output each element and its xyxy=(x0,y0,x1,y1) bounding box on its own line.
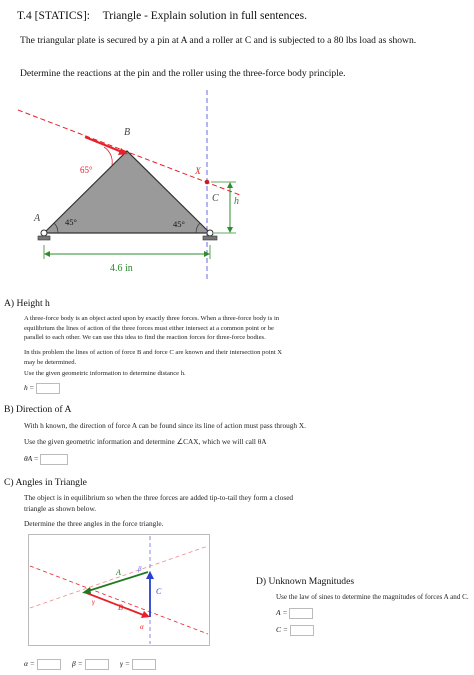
section-a-paragraph-2: In this problem the lines of action of force B and force C are known and their intersection point X may be determined. xyxy=(24,349,282,366)
gamma-label: γ xyxy=(92,598,95,606)
alpha-field-row xyxy=(24,659,61,670)
plate-figure xyxy=(0,85,474,285)
beta-input[interactable] xyxy=(85,659,109,670)
point-b-label: B xyxy=(124,127,131,138)
gamma-field-row xyxy=(120,659,156,670)
angle-45-left-label: 45° xyxy=(65,217,77,227)
point-x-label: X xyxy=(195,167,201,177)
force-triangle-frame xyxy=(29,535,210,646)
section-b-paragraph-1: With h known, the direction of force A can be found since its line of action must pass through X. xyxy=(24,421,306,430)
theta-field-label: θA xyxy=(24,454,33,464)
load-arrow xyxy=(85,137,122,152)
point-x-marker xyxy=(205,180,210,185)
magnitude-c-label: C = xyxy=(276,625,288,635)
section-d-paragraph-1: Use the law of sines to determine the magnitudes of forces A and C. xyxy=(276,593,469,601)
section-a-heading: A) Height h xyxy=(4,298,50,309)
h-field-row xyxy=(24,383,60,394)
beta-field-row xyxy=(72,659,109,670)
force-c-label: C xyxy=(156,587,162,596)
point-c-label: C xyxy=(212,193,219,204)
alpha-field-label: α = xyxy=(24,659,35,669)
section-c-paragraph-2: Determine the three angles in the force triangle. xyxy=(24,519,164,528)
section-b-heading: B) Direction of A xyxy=(4,404,72,415)
force-b-label: B xyxy=(118,603,123,612)
section-b-paragraph-2: Use the given geometric information and determine ∠CAX, which we will call θA xyxy=(24,437,267,446)
width-dimension-label: 4.6 in xyxy=(110,263,133,274)
gamma-field-label: γ = xyxy=(120,659,130,669)
angle-65-label: 65° xyxy=(80,165,93,175)
magnitude-c-input[interactable] xyxy=(290,625,314,636)
h-input[interactable] xyxy=(36,383,60,394)
problem-code: T.4 [STATICS]: xyxy=(17,10,90,22)
h-field-equals: = xyxy=(29,383,34,393)
magnitude-a-label: A = xyxy=(276,608,288,618)
angle-45-right-label: 45° xyxy=(173,219,185,229)
problem-title: Triangle - Explain solution in full sentences. xyxy=(102,10,307,22)
section-c-heading: C) Angles in Triangle xyxy=(4,477,87,488)
force-triangle-figure xyxy=(28,534,210,646)
section-a-paragraph-1: A three-force body is an object acted upon by exactly three forces. When a three-force body is in equilibrium the lines of action of the three forces must either intersect at a common point or be parallel to each other. We can use this idea to find the reaction forces for three-force bodies. xyxy=(24,315,280,341)
beta-label: β xyxy=(138,565,142,573)
alpha-label: α xyxy=(140,623,144,631)
gamma-input[interactable] xyxy=(132,659,156,670)
theta-field-row xyxy=(24,454,68,465)
point-a-label: A xyxy=(34,213,41,224)
theta-input[interactable] xyxy=(40,454,68,465)
h-field-label: h xyxy=(24,383,28,393)
theta-field-equals: = xyxy=(34,454,39,464)
beta-field-label: β = xyxy=(72,659,83,669)
page-title xyxy=(17,10,307,22)
intro-paragraph-1: The triangular plate is secured by a pin at A and a roller at C and is subjected to a 80 lbs load as shown. xyxy=(20,35,417,46)
magnitude-a-input[interactable] xyxy=(289,608,313,619)
alpha-input[interactable] xyxy=(37,659,61,670)
force-a-label: A xyxy=(116,568,121,577)
section-c-paragraph-1: The object is in equilibrium so when the three forces are added tip-to-tail they form a closed triangle as shown below. xyxy=(24,493,294,513)
magnitude-c-row xyxy=(276,625,314,636)
height-dimension-label: h xyxy=(234,196,239,207)
section-a-paragraph-3: Use the given geometric information to determine distance h. xyxy=(24,370,186,377)
intro-paragraph-2: Determine the reactions at the pin and the roller using the three-force body principle. xyxy=(20,68,346,79)
magnitude-a-row xyxy=(276,608,313,619)
angle-arc-65 xyxy=(104,147,112,165)
section-d-heading: D) Unknown Magnitudes xyxy=(256,576,355,587)
